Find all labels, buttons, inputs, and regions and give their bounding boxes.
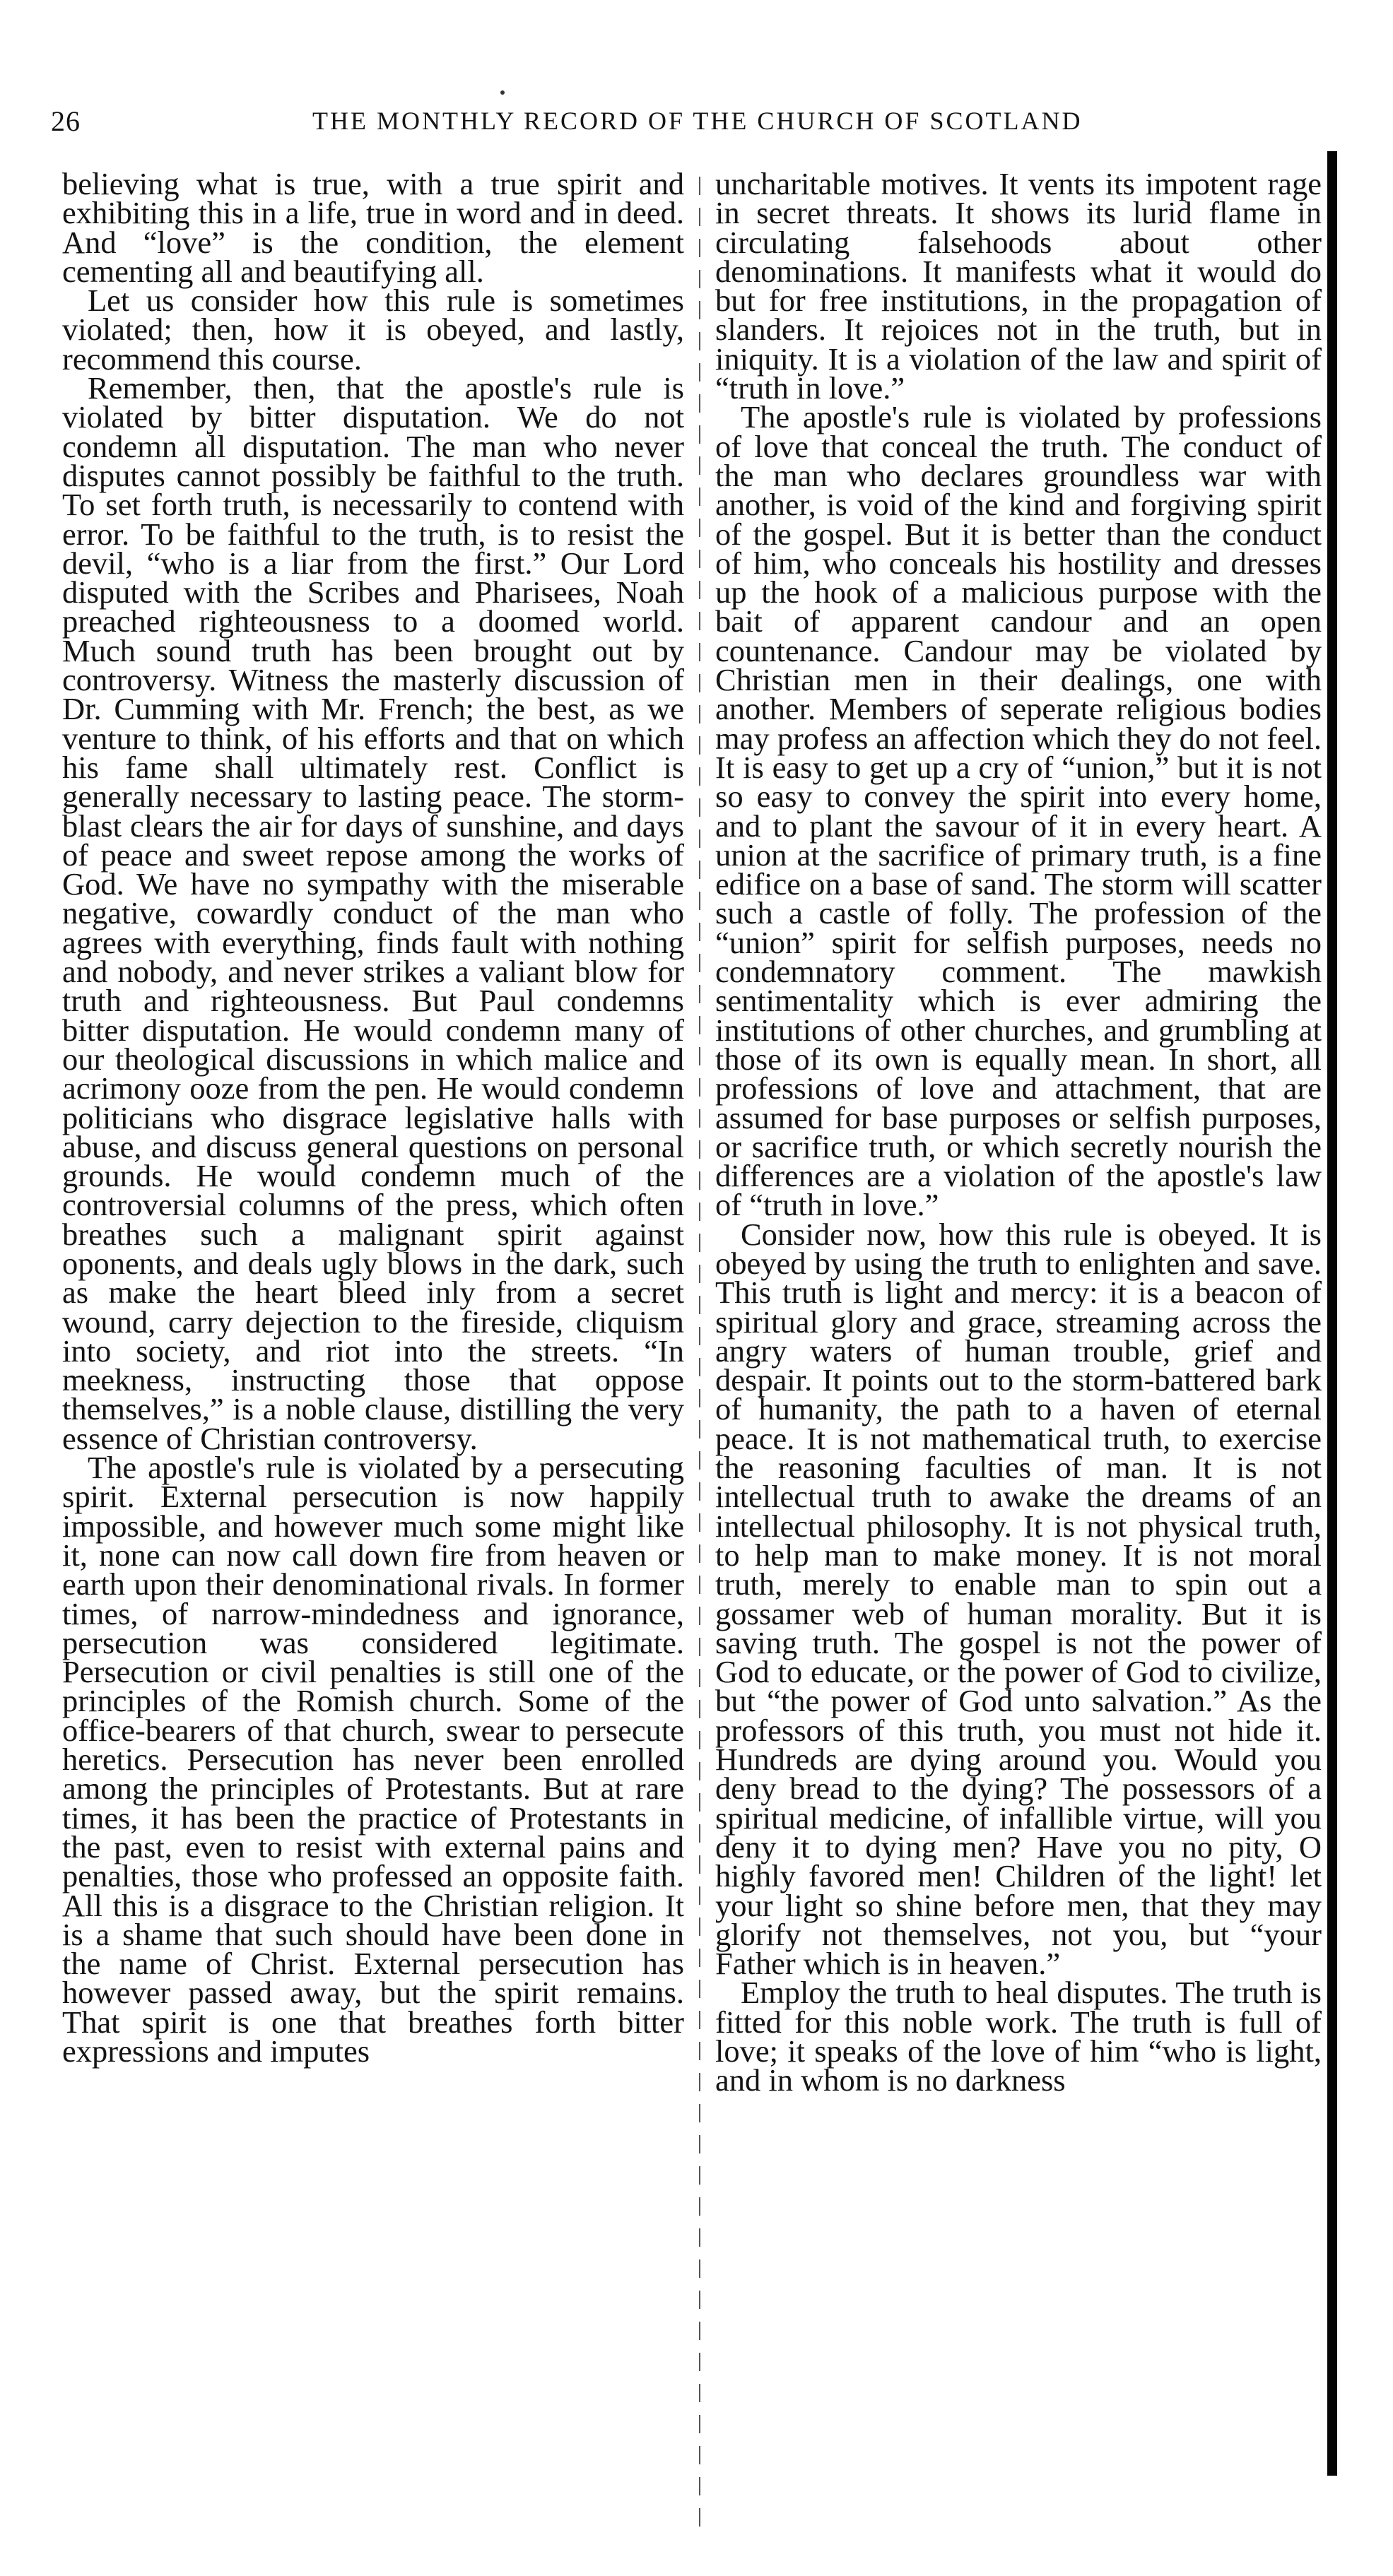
left-column — [62, 170, 684, 2543]
running-head: THE MONTHLY RECORD OF THE CHURCH OF SCOTLAND — [312, 107, 1083, 135]
binding-shadow-bar — [1327, 151, 1337, 2476]
left-paragraph-2: Let us consider how this rule is sometimes violated; then, how it is obeyed, and lastly, recommend this course. — [62, 283, 684, 377]
right-column — [715, 170, 1322, 2543]
right-paragraph-2: The apostle's rule is violated by professions of love that conceal the truth. The conduct of the man who declares groundless war with another, is void of the kind and forgiving spirit of the gospel. But it is better than the conduct of him, who conceals his hostility and dresses up the hook of a malicious purpose with the bait of apparent candour and an open countenance. Candour may be violated by Christian men in their dealings, one with another. Members of seperate religious bodies may profess an affection which they do not feel. It is easy to get up a cry of “union,” but it is not so easy to convey the spirit into every home, and to plant the savour of it in every heart. A union at the sacrifice of primary truth, is a fine edifice on a base of sand. The storm will scatter such a castle of folly. The profession of the “union” spirit for selfish purposes, needs no condemnatory comment. The mawkish sentimentality which is ever admiring the institutions of other churches, and grumbling at those of its own is equally mean. In short, all professions of love and attachment, that are assumed for base purposes or selfish purposes, or sacrifice truth, or which secretly nourish the differences are a violation of the apostle's law of “truth in love.” — [715, 399, 1322, 1223]
right-paragraph-3: Consider now, how this rule is obeyed. It is obeyed by using the truth to enlighten and save. This truth is light and mercy: it is a beacon of spiritual glory and grace, streaming across the angry waters of human trouble, grief and despair. It points out to the storm-battered bark of humanity, the path to a haven of eternal peace. It is not mathematical truth, to exercise the reasoning faculties of man. It is not intellectual truth to awake the dreams of an intellectual philosophy. It is not physical truth, to help man to make money. It is not moral truth, merely to enable man to spin out a gossamer web of human morality. But it is saving truth. The gospel is not the power of God to educate, or the power of God to civilize, but “the power of God unto salvation.” As the professors of this truth, you must not hide it. Hundreds are dying around you. Would you deny bread to the dying? The possessors of a spiritual medicine, of infallible virtue, will you deny it to dying men? Have you no pity, O highly favored men! Children of the light! let your light so shine before men, that they may glorify not themselves, not you, but “your Father which is in heaven.” — [715, 1216, 1322, 1982]
left-paragraph-1: believing what is true, with a true spirit and exhibiting this in a life, true in word and in deed. And “love” is the condition, the element cementing all and beautifying all. — [62, 170, 684, 289]
print-speck — [500, 90, 505, 95]
right-paragraph-1: uncharitable motives. It vents its impotent rage in secret threats. It shows its lurid flame in circulating falsehoods about other denominations. It manifests what it would do but for free institutions, in the propagation of slanders. It rejoices not in the truth, but in iniquity. It is a violation of the law and spirit of “truth in love.” — [715, 170, 1322, 406]
page-header — [51, 105, 1316, 147]
left-paragraph-3: Remember, then, that the apostle's rule is violated by bitter disputation. We do not condemn all disputation. The man who never disputes cannot possibly be faithful to the truth. To set forth truth, is necessarily to contend with error. To be faithful to the truth, is to resist the devil, “who is a liar from the first.” Our Lord disputed with the Scribes and Pharisees, Noah preached righteousness to a doomed world. Much sound truth has been brought out by controversy. Witness the masterly discussion of Dr. Cumming with Mr. French; the best, as we venture to think, of his efforts and that on which his fame shall ultimately rest. Conflict is generally necessary to lasting peace. The storm-blast clears the air for days of sunshine, and days of peace and sweet repose among the works of God. We have no sympathy with the miserable negative, cowardly conduct of the man who agrees with everything, finds fault with nothing and nobody, and never strikes a valiant blow for truth and righteousness. But Paul condemns bitter disputation. He would condemn many of our theological discussions in which malice and acrimony ooze from the pen. He would condemn politicians who disgrace legislative halls with abuse, and discuss general questions on personal grounds. He would condemn much of the controversial columns of the press, which often breathes such a malignant spirit against oponents, and deals ugly blows in the dark, such as make the heart bleed inly from a secret wound, carry dejection to the fireside, cliquism into society, and riot into the streets. “In meekness, instructing those that oppose themselves,” is a noble clause, distilling the very essence of Christian controversy. — [62, 370, 684, 1456]
right-paragraph-4: Employ the truth to heal disputes. The truth is fitted for this noble work. The truth is full of love; it speaks of the love of him “who is light, and in whom is no darkness — [715, 1975, 1322, 2098]
page-number: 26 — [51, 105, 81, 137]
left-paragraph-4: The apostle's rule is violated by a persecuting spirit. External persecution is now happily impossible, and however much some might like it, none can now call down fire from heaven or earth upon their denominational rivals. In former times, of narrow-mindedness and ignorance, persecution was considered legitimate. Persecution or civil penalties is still one of the principles of the Romish church. Some of the office-bearers of that church, swear to persecute heretics. Persecution has never been enrolled among the principles of Protestants. But at rare times, it has been the practice of Protestants in the past, even to resist with external pains and penalties, those who professed an opposite faith. All this is a disgrace to the Christian religion. It is a shame that such should have been done in the name of Christ. External persecution has however passed away, but the spirit remains. That spirit is one that breathes forth bitter expressions and imputes — [62, 1450, 684, 2069]
column-divider — [699, 177, 700, 2529]
binding-edge — [1323, 151, 1393, 2476]
